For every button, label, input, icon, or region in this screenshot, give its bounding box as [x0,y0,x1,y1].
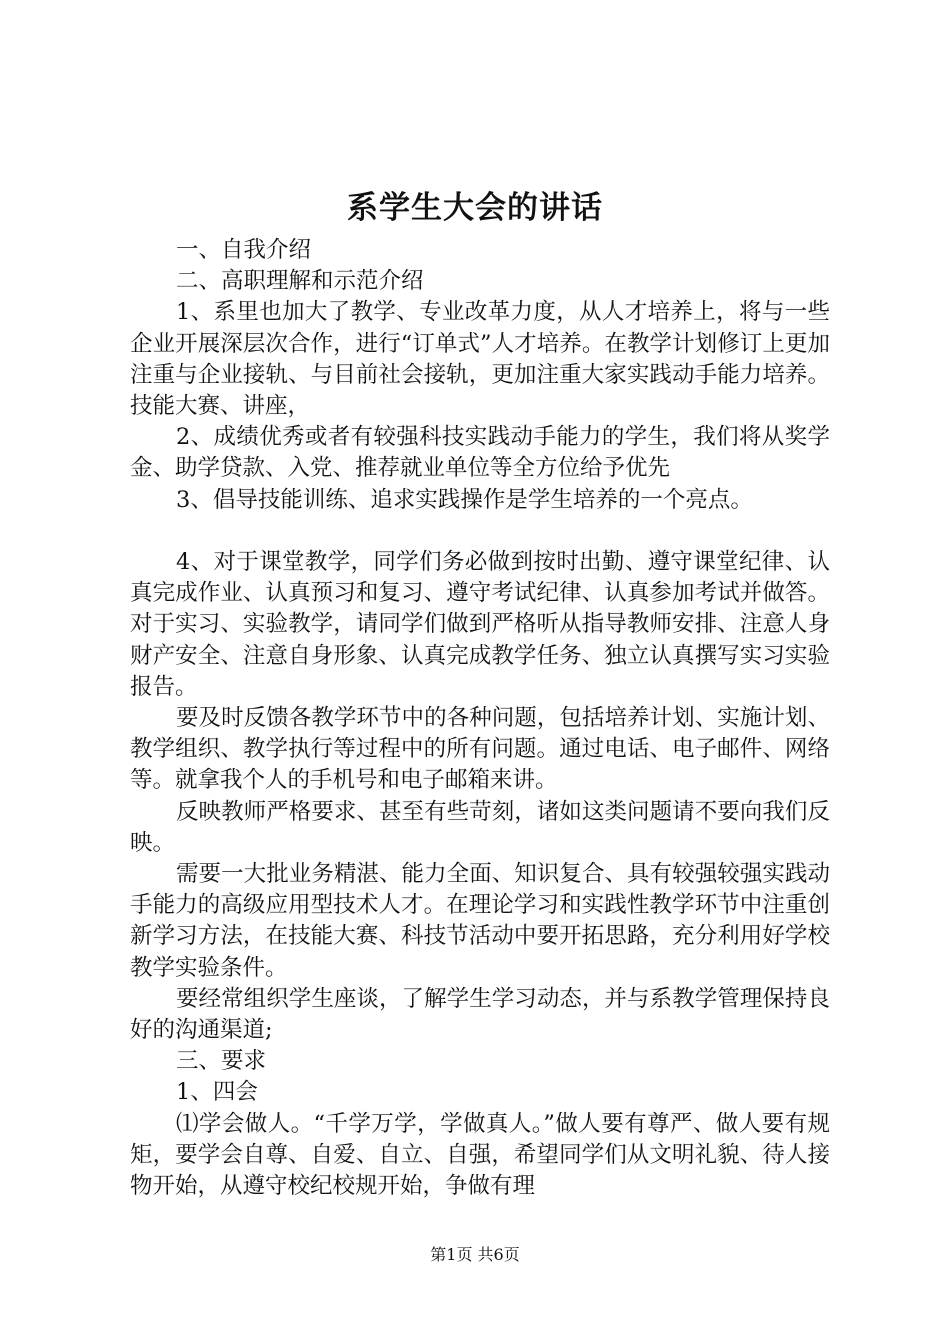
paragraph: 1、系里也加大了教学、专业改革力度，从人才培养上，将与一些企业开展深层次合作，进行“订单式”人才培养。在教学计划修订上更加注重与企业接轨、与目前社会接轨，更加注重大家实践动手能力培养。技能大赛、讲座， [130,299,830,420]
paragraph: 反映教师严格要求、甚至有些苛刻，诸如这类问题请不要向我们反映。 [130,798,830,856]
paragraph: 三、要求 [176,1048,267,1075]
paragraph: 3、倡导技能训练、追求实践操作是学生培养的一个亮点。 [176,486,753,513]
paragraph: ⑴学会做人。“千学万学，学做真人。”做人要有尊严、做人要有规矩，要学会自尊、自爱、自立、自强，希望同学们从文明礼貌、待人接物开始，从遵守校纪校规开始，争做有理 [130,1110,830,1200]
paragraph: 2、成绩优秀或者有较强科技实践动手能力的学生，我们将从奖学金、助学贷款、入党、推荐就业单位等全方位给予优先 [130,424,830,482]
paragraph: 要经常组织学生座谈，了解学生学习动态，并与系教学管理保持良好的沟通渠道; [130,985,830,1044]
paragraph: 1、四会 [176,1079,258,1106]
paragraph: 二、高职理解和示范介绍 [176,268,424,295]
paragraph: 需要一大批业务精湛、能力全面、知识复合、具有较强较强实践动手能力的高级应用型技术人才。在理论学习和实践性教学环节中注重创新学习方法，在技能大赛、科技节活动中要开拓思路，充分利用好学校教学实验条件。 [130,861,830,981]
page-number-footer: 第1页 共6页 [430,1245,520,1264]
blank-paragraph [130,516,830,547]
document-body [130,235,830,1202]
document-title: 系学生大会的讲话 [347,190,603,226]
paragraph: 要及时反馈各教学环节中的各种问题，包括培养计划、实施计划、教学组织、教学执行等过程中的所有问题。通过电话、电子邮件、网络等。就拿我个人的手机号和电子邮箱来讲。 [130,705,830,794]
paragraph: 一、自我介绍 [176,237,312,263]
paragraph: 4、对于课堂教学，同学们务必做到按时出勤、遵守课堂纪律、认真完成作业、认真预习和复习、遵守考试纪律、认真参加考试并做答。对于实习、实验教学，请同学们做到严格听从指导教师安排、注意人身财产安全、注意自身形象、认真完成教学任务、独立认真撰写实习实验报告。 [130,549,830,700]
